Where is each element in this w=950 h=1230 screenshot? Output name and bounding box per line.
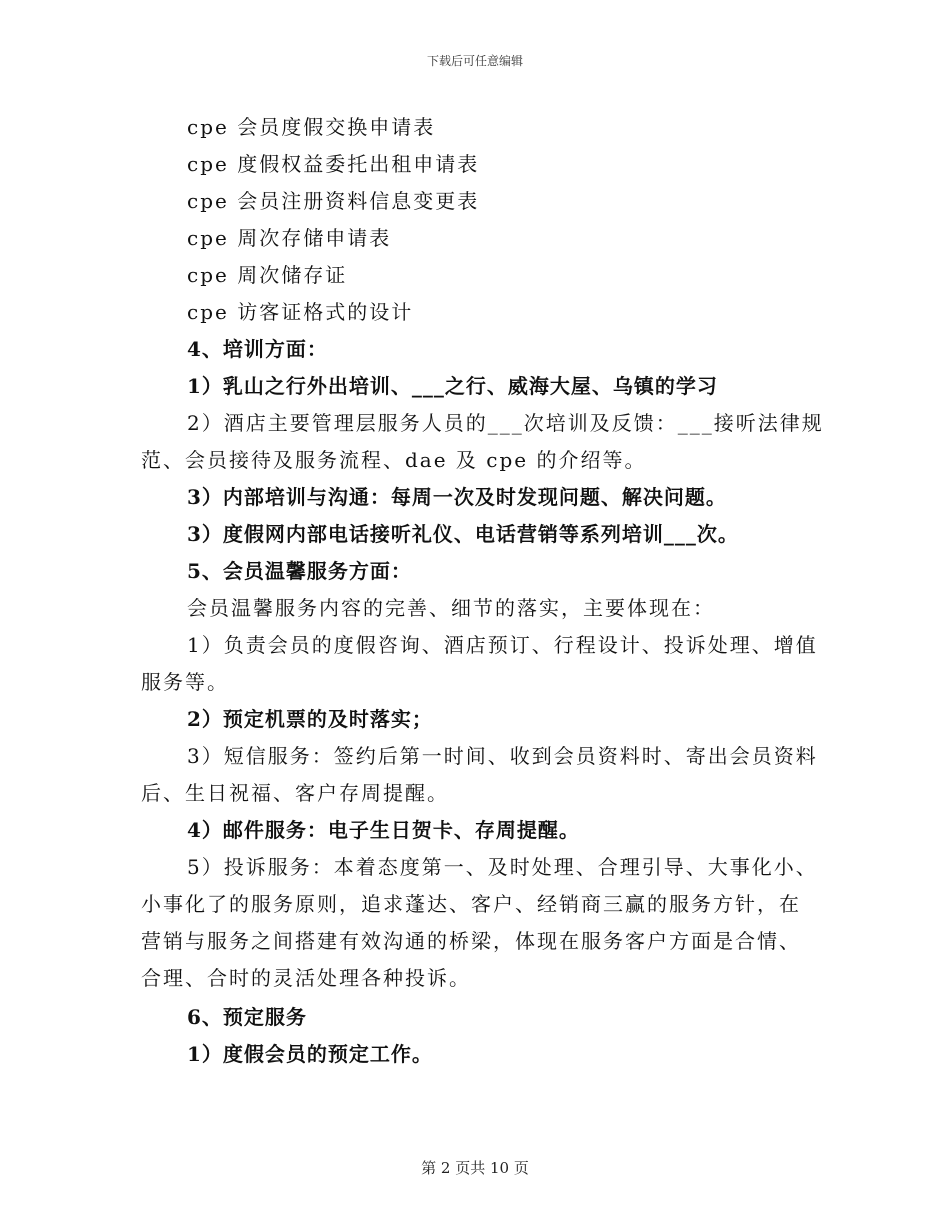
line-member-service-5-cont3: 合理、合时的灵活处理各种投诉。 xyxy=(141,966,471,990)
line-cpe-registration-change-form: cpe 会员注册资料信息变更表 xyxy=(187,189,480,213)
line-member-service-3-cont: 后、生日祝福、客户存周提醒。 xyxy=(141,781,449,805)
line-training-1: 1）乳山之行外出培训、___之行、威海大屋、乌镇的学习 xyxy=(187,374,718,398)
line-member-service-5-cont1: 小事化了的服务原则，追求蓬达、客户、经销商三赢的服务方针，在 xyxy=(141,892,801,916)
line-member-service-intro: 会员温馨服务内容的完善、细节的落实，主要体现在： xyxy=(187,596,715,620)
line-cpe-week-deposit-form: cpe 周次存储申请表 xyxy=(187,226,392,250)
line-training-2: 2）酒店主要管理层服务人员的___次培训及反馈：___接听法律规 xyxy=(187,411,824,435)
line-training-2-cont: 范、会员接待及服务流程、dae 及 cpe 的介绍等。 xyxy=(141,448,647,472)
line-member-service-5: 5）投诉服务：本着态度第一、及时处理、合理引导、大事化小、 xyxy=(187,855,818,879)
line-booking-1: 1）度假会员的预定工作。 xyxy=(187,1042,433,1066)
section-heading-training: 4、培训方面： xyxy=(187,337,328,361)
line-member-service-3: 3）短信服务：签约后第一时间、收到会员资料时、寄出会员资料 xyxy=(187,744,818,768)
line-training-3b: 3）度假网内部电话接听礼仪、电话营销等系列培训___次。 xyxy=(187,522,739,546)
line-member-service-5-cont2: 营销与服务之间搭建有效沟通的桥梁，体现在服务客户方面是合情、 xyxy=(141,929,801,953)
line-member-service-1: 1）负责会员的度假咨询、酒店预订、行程设计、投诉处理、增值 xyxy=(187,633,818,657)
line-cpe-week-deposit-certificate: cpe 周次储存证 xyxy=(187,263,348,287)
line-member-service-1-cont: 服务等。 xyxy=(141,670,229,694)
line-cpe-rental-form: cpe 度假权益委托出租申请表 xyxy=(187,152,480,176)
line-training-3a: 3）内部培训与沟通：每周一次及时发现问题、解决问题。 xyxy=(187,485,727,509)
line-member-service-2: 2）预定机票的及时落实； xyxy=(187,707,433,731)
line-cpe-exchange-form: cpe 会员度假交换申请表 xyxy=(187,115,436,139)
line-cpe-visitor-pass-design: cpe 访客证格式的设计 xyxy=(187,300,414,324)
section-heading-booking: 6、预定服务 xyxy=(187,1005,307,1029)
line-member-service-4: 4）邮件服务：电子生日贺卡、存周提醒。 xyxy=(187,818,580,842)
page-header: 下载后可任意编辑 xyxy=(426,54,523,68)
section-heading-member-service: 5、会员温馨服务方面： xyxy=(187,559,412,583)
page-footer: 第 2 页共 10 页 xyxy=(421,1159,529,1177)
